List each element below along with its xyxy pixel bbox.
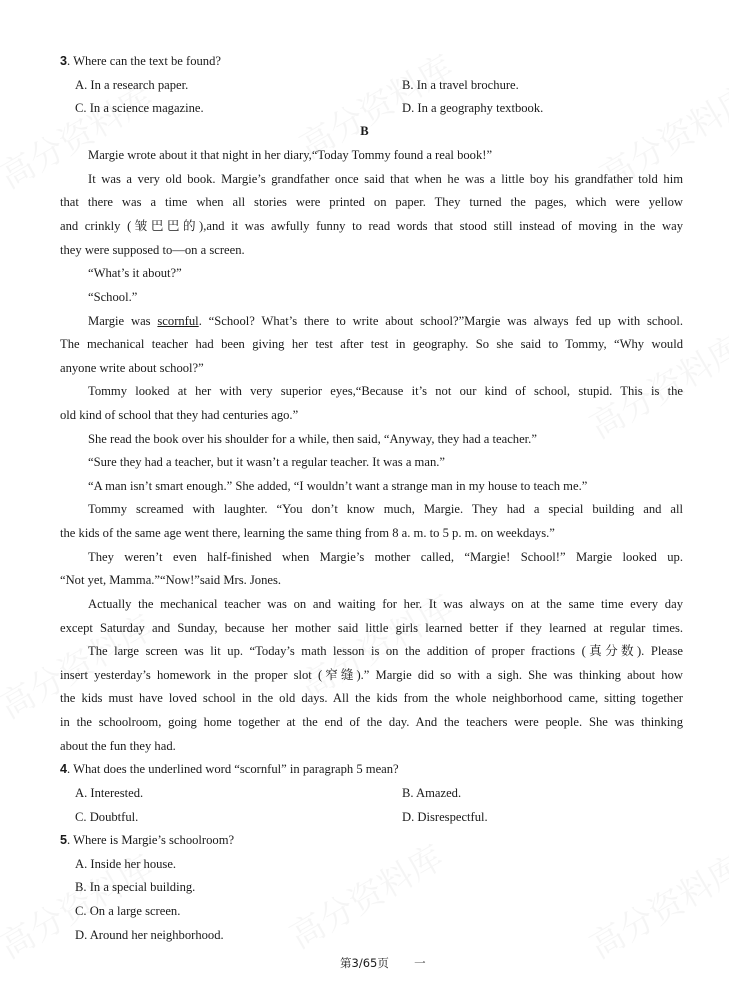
paragraph-9: “A man isn’t smart enough.” She added, “I wouldn’t want a strange man in my house to teach me.” xyxy=(88,479,588,493)
paragraph-13-line: The large screen was lit up. “Today’s math lesson is on the addition of proper fractions (真分数). Please xyxy=(88,644,683,658)
option-c: C. Doubtful. xyxy=(75,810,139,824)
option-b: B. In a travel brochure. xyxy=(402,78,519,92)
option-d: D. In a geography textbook. xyxy=(402,101,544,115)
question-text: . Where can the text be found? xyxy=(67,54,221,68)
paragraph-5-line: anyone write about school?” xyxy=(60,361,204,375)
paragraph-2-line: and crinkly (皱巴巴的),and it was awfully funny to read words that stood still instead of moving in the way xyxy=(60,219,683,233)
paragraph-12-line: Actually the mechanical teacher was on and waiting for her. It was always on at the same time every day xyxy=(88,597,683,611)
question-text: . What does the underlined word “scornful” in paragraph 5 mean? xyxy=(67,762,399,776)
footer-mark: 一 xyxy=(414,956,426,970)
option-a: A. Inside her house. xyxy=(75,857,177,871)
paragraph-11-line: “Not yet, Mamma.”“Now!”said Mrs. Jones. xyxy=(60,573,282,587)
option-b: B. In a special building. xyxy=(75,880,196,894)
option-d: D. Disrespectful. xyxy=(402,810,488,824)
underlined-word: scornful xyxy=(157,314,199,328)
paragraph-3: “What’s it about?” xyxy=(88,266,182,280)
paragraph-5-line: The mechanical teacher had been giving her test after test in geography. So she said to Tommy, “Why would xyxy=(60,337,683,351)
option-b: B. Amazed. xyxy=(402,786,462,800)
question-number: 4 xyxy=(60,762,68,776)
page-footer xyxy=(340,956,426,970)
paragraph-7: She read the book over his shoulder for a while, then said, “Anyway, they had a teacher.” xyxy=(88,432,537,446)
question-5 xyxy=(60,832,234,848)
paragraph-13-line: in the schoolroom, going home together at the end of the day. And the teachers were people. She was thinking xyxy=(60,715,683,729)
paragraph-2-line: that there was a time when all stories were printed on paper. They turned the pages, which were yellow xyxy=(60,195,683,209)
option-c: C. On a large screen. xyxy=(75,904,181,918)
page-number: 第3/65页 xyxy=(340,956,389,970)
question-4 xyxy=(60,761,399,777)
paragraph-2-line: they were supposed to—on a screen. xyxy=(60,243,245,257)
paragraph-2-line: It was a very old book. Margie’s grandfather once said that when he was a little boy his grandfather told him xyxy=(88,172,683,186)
paragraph-13-line: insert yesterday’s homework in the proper slot (窄缝).” Margie did so with a sigh. She was thinking about how xyxy=(60,668,683,682)
paragraph-12-line: except Saturday and Sunday, because her mother said little girls learned better if they learned at regular times. xyxy=(60,621,683,635)
paragraph-6-line: Tommy looked at her with very superior eyes,“Because it’s not our kind of school, stupid. This is the xyxy=(88,384,683,398)
paragraph-13-line: about the fun they had. xyxy=(60,739,176,753)
option-a: A. In a research paper. xyxy=(75,78,189,92)
section-label: B xyxy=(360,124,369,138)
paragraph-8: “Sure they had a teacher, but it wasn’t a regular teacher. It was a man.” xyxy=(88,455,445,469)
paragraph-6-line: old kind of school that they had centuries ago.” xyxy=(60,408,299,422)
watermark xyxy=(279,831,451,958)
paragraph-13-line: the kids must have loved school in the old days. All the kids from the whole neighborhood came, sitting together xyxy=(60,691,683,705)
paragraph-5-line xyxy=(88,313,683,329)
option-c: C. In a science magazine. xyxy=(75,101,204,115)
text-span: Margie was xyxy=(88,314,158,328)
question-number: 3 xyxy=(60,54,68,68)
paragraph-10-line: the kids of the same age went there, learning the same thing from 8 a. m. to 5 p. m. on weekdays.” xyxy=(60,526,555,540)
paragraph-4: “School.” xyxy=(88,290,138,304)
text-span: . “School? What’s there to write about school?”Margie was always fed up with school. xyxy=(198,314,683,328)
paragraph-1: Margie wrote about it that night in her diary,“Today Tommy found a real book!” xyxy=(88,148,493,162)
question-number: 5 xyxy=(60,833,68,847)
question-3 xyxy=(60,53,221,69)
paragraph-10-line: Tommy screamed with laughter. “You don’t know much, Margie. They had a special building and all xyxy=(88,502,683,516)
paragraph-11-line: They weren’t even half-finished when Margie’s mother called, “Margie! School!” Margie looked up. xyxy=(88,550,683,564)
watermark xyxy=(579,841,729,968)
option-a: A. Interested. xyxy=(75,786,144,800)
option-d: D. Around her neighborhood. xyxy=(75,928,224,942)
question-text: . Where is Margie’s schoolroom? xyxy=(67,833,235,847)
